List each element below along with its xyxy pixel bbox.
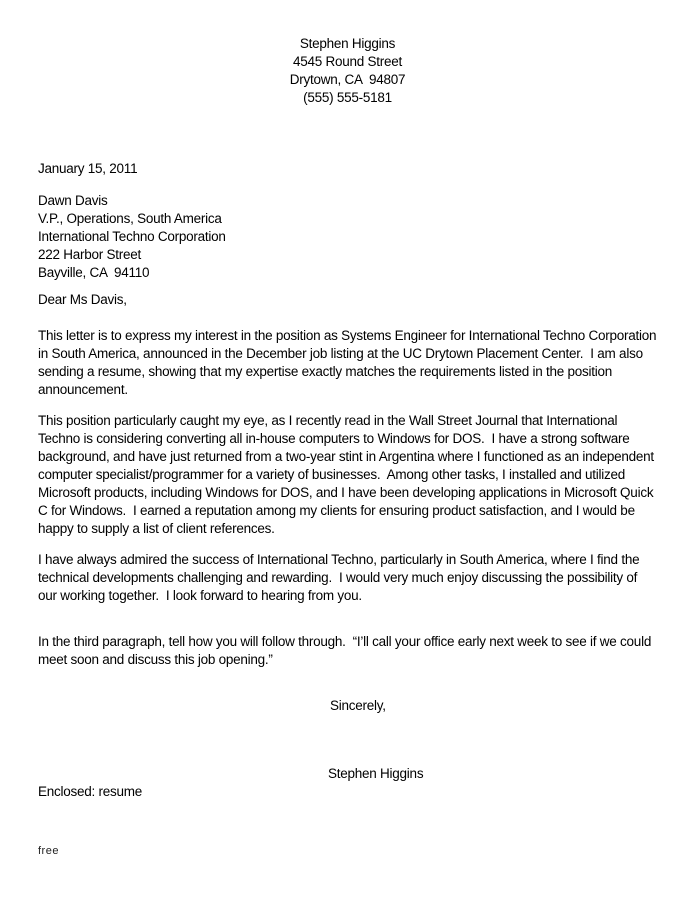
recipient-name: Dawn Davis xyxy=(38,193,108,208)
sender-city-state-zip: Drytown, CA 94807 xyxy=(289,72,406,87)
closing-line: Sincerely, xyxy=(330,698,386,713)
body-paragraph-2: This position particularly caught my eye, as I recently read in the Wall Street Journal that International Techno is considering converting all in-house computers to Windows for DOS. I have a strong software background, and have just returned from a two-year stint in Argentina where I functioned as an independent computer specialist/programmer for a variety of businesses. Among other tasks, I installed and utilized Microsoft products, including Windows for DOS, and I have been developing applications in Microsoft Quick C for Windows. I earned a reputation among my clients for ensuring product satisfaction, and I would be happy to supply a list of client references. xyxy=(38,413,658,536)
body-paragraph-4: In the third paragraph, tell how you will follow through. “I’ll call your office early next week to see if we could meet soon and discuss this job opening.” xyxy=(38,634,655,667)
sender-phone: (555) 555-5181 xyxy=(303,90,392,105)
sender-name: Stephen Higgins xyxy=(299,36,396,51)
body-paragraph-1: This letter is to express my interest in the position as Systems Engineer for International Techno Corporation in South America, announced in the December job listing at the UC Drytown Placement Center. I am also sending a resume, showing that my expertise exactly matches the requirements listed in the position announcement. xyxy=(38,328,660,397)
date-line: January 15, 2011 xyxy=(38,161,138,176)
footer-watermark: free xyxy=(38,845,59,857)
sender-street: 4545 Round Street xyxy=(292,54,403,69)
recipient-city-state-zip: Bayville, CA 94110 xyxy=(38,265,150,280)
signature-name: Stephen Higgins xyxy=(328,766,424,781)
recipient-title: V.P., Operations, South America xyxy=(38,211,222,226)
recipient-company: International Techno Corporation xyxy=(38,229,226,244)
recipient-street: 222 Harbor Street xyxy=(38,247,142,262)
enclosure-note: Enclosed: resume xyxy=(38,784,143,799)
salutation: Dear Ms Davis, xyxy=(38,292,127,307)
sender-block xyxy=(0,0,695,107)
body-paragraph-3: I have always admired the success of International Techno, particularly in South America, where I find the technical developments challenging and rewarding. I would very much enjoy discussing the possibility of our working together. I look forward to hearing from you. xyxy=(38,552,643,603)
recipient-block xyxy=(38,192,659,282)
